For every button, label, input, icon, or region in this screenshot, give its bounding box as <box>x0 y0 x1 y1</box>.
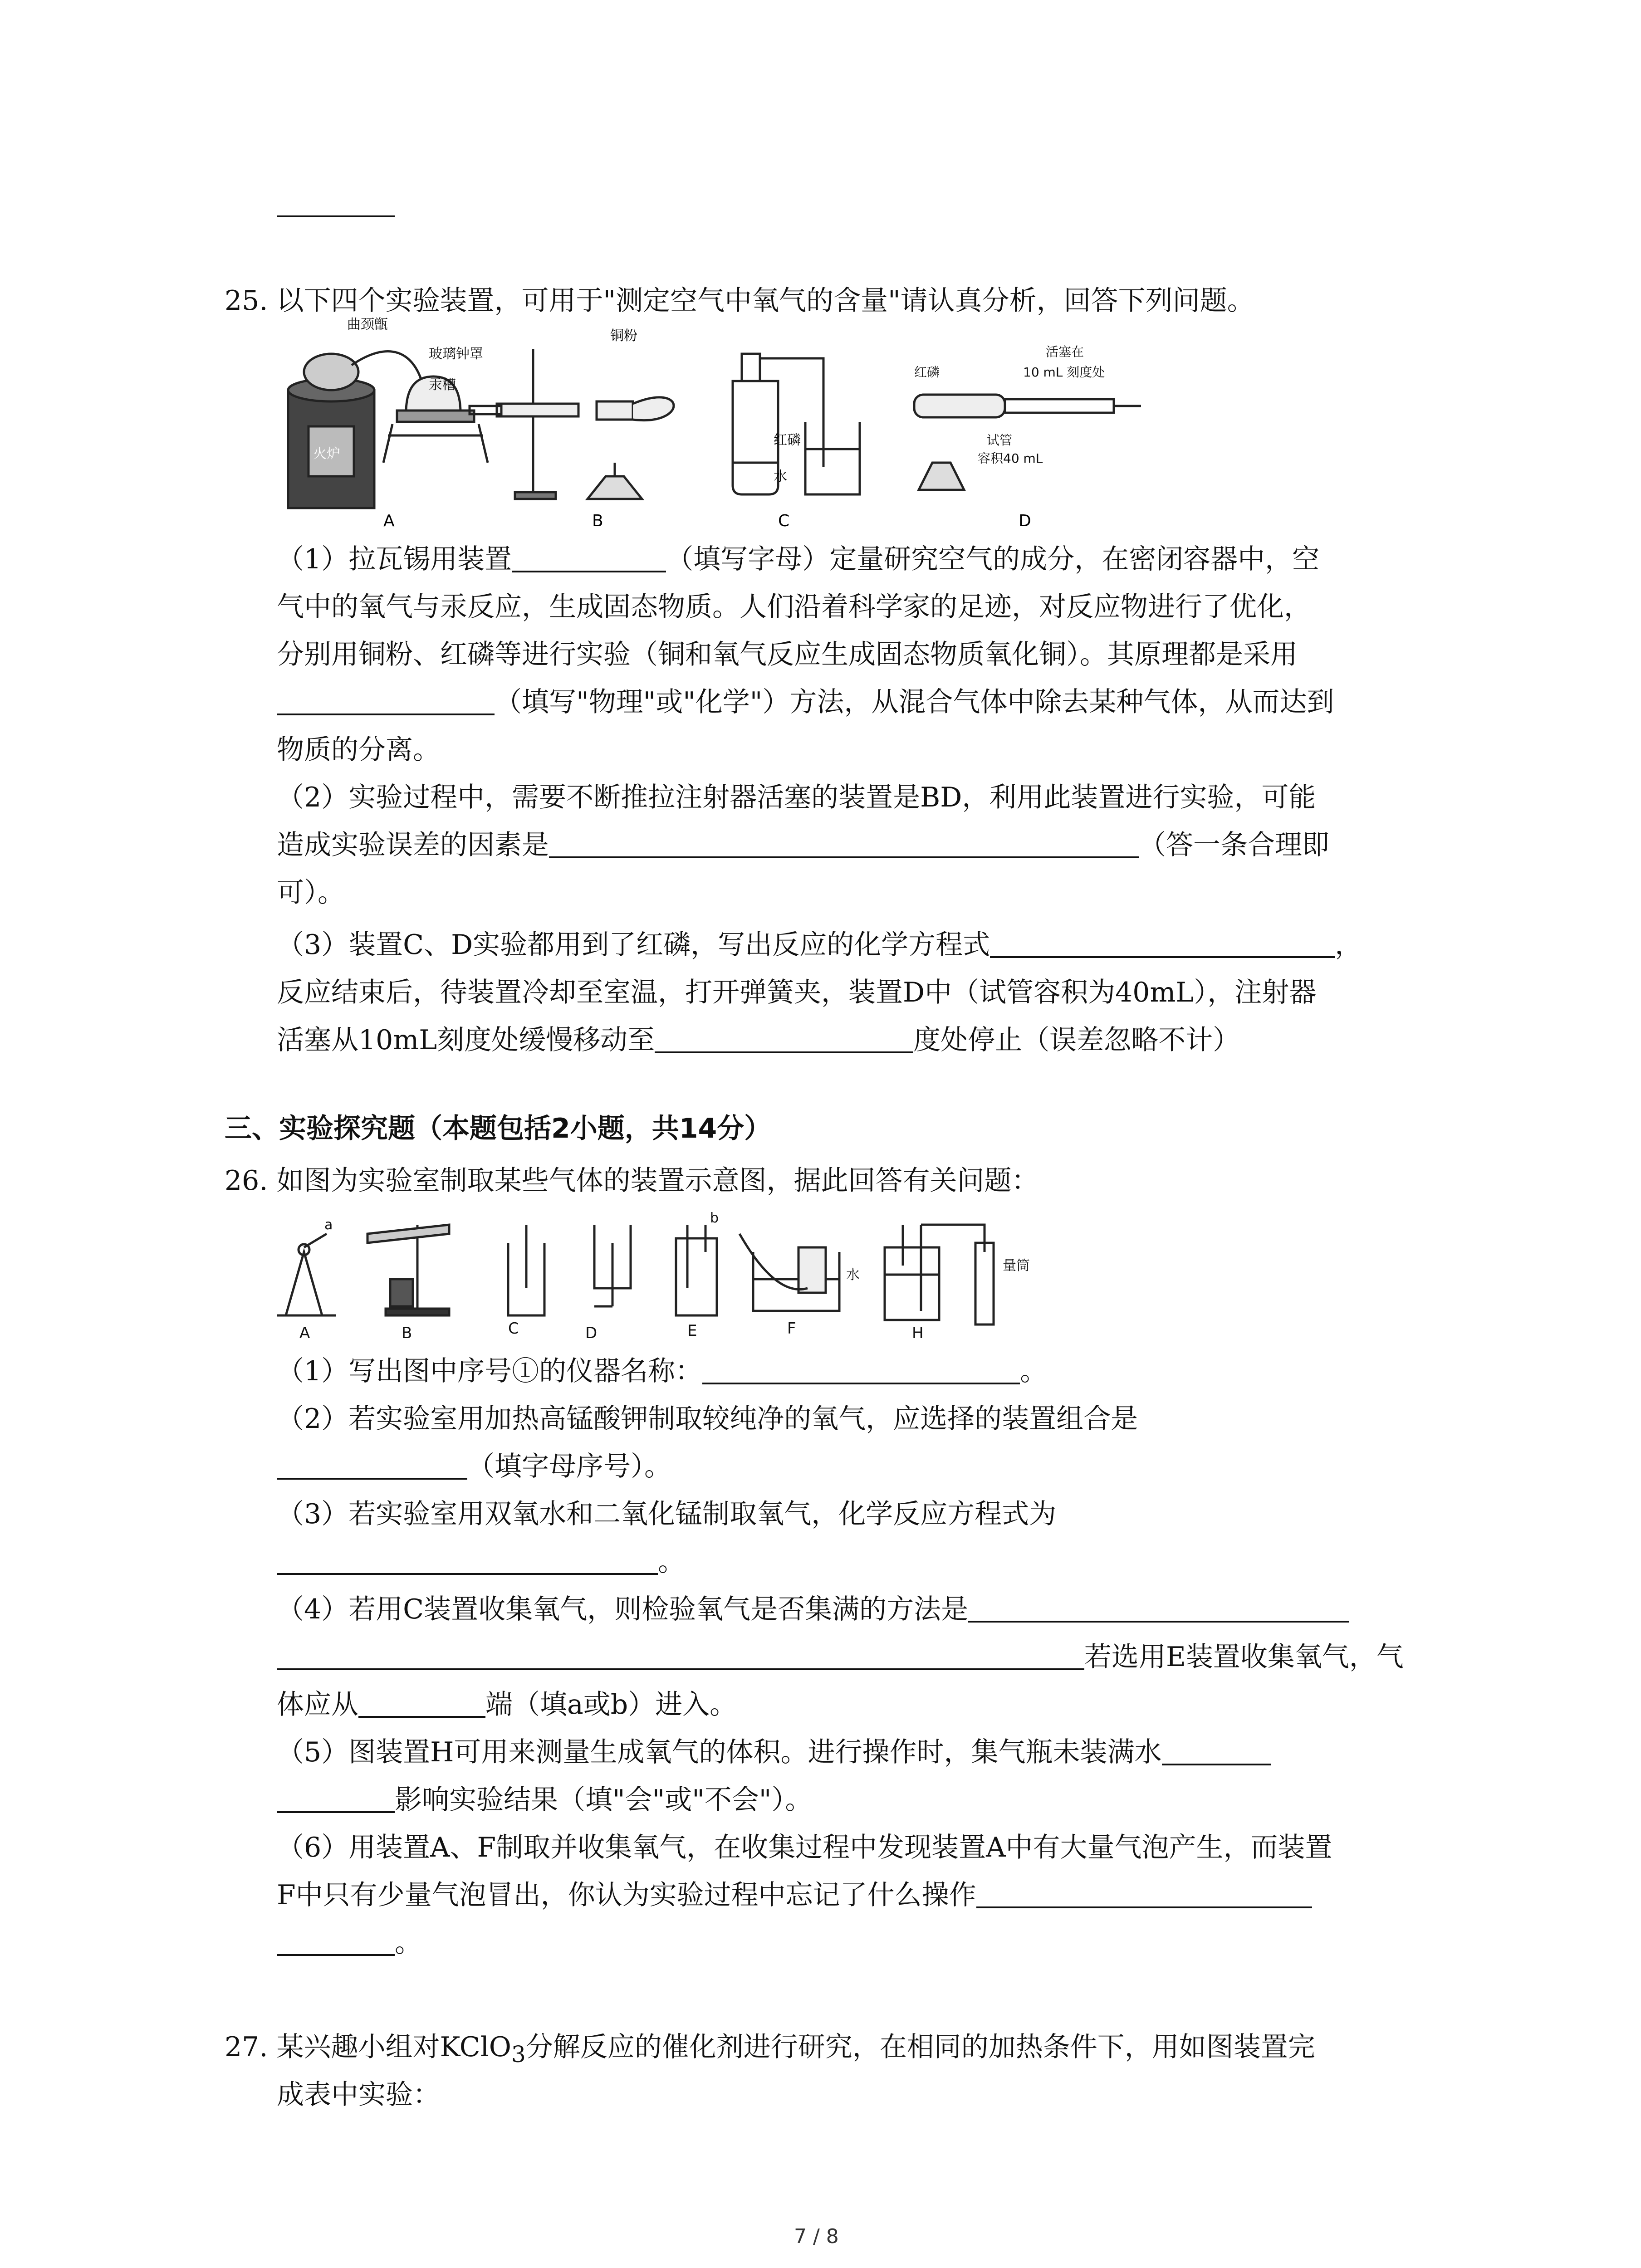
apparatus-c <box>733 354 860 494</box>
label-bell-jar: 玻璃钟罩 <box>429 346 483 362</box>
label-red-phosphorus-d: 红磷 <box>914 365 940 380</box>
label-piston-at: 活塞在 <box>1046 344 1084 359</box>
q26-p3-line2: 。 <box>277 1540 685 1579</box>
q26-p2-line2: （填字母序号）。 <box>277 1445 671 1484</box>
answer-blank[interactable] <box>655 1024 913 1053</box>
label-b-small: b <box>710 1210 719 1226</box>
apparatus-e <box>676 1225 717 1315</box>
q26-p6-line3: 。 <box>277 1921 422 1960</box>
answer-blank[interactable] <box>277 179 395 217</box>
q26-p2-line1: （2）若实验室用加热高锰酸钾制取较纯净的氧气，应选择的装置组合是 <box>277 1403 1138 1435</box>
label-red-phosphorus-c: 红磷 <box>774 432 801 448</box>
q25-p1-line2: 气中的氧气与汞反应，生成固态物质。人们沿着科学家的足迹，对反应物进行了优化， <box>277 591 1311 623</box>
apparatus-h <box>885 1225 994 1325</box>
answer-blank[interactable] <box>277 1641 1084 1670</box>
q26-stem: 26. 如图为实验室制取某些气体的装置示意图，据此回答有关问题： <box>225 1165 1039 1197</box>
q26-p4-line3: 体应从 端（填a或b）进入。 <box>277 1689 737 1721</box>
fig-label-e: E <box>687 1322 697 1340</box>
label-mercury-trough: 汞槽 <box>429 377 456 393</box>
q26-p1: （1）写出图中序号①的仪器名称： 。 <box>277 1355 1048 1387</box>
fig-label-c: C <box>778 512 790 530</box>
label-water-c: 水 <box>774 469 787 484</box>
label-retort: 曲颈甑 <box>347 317 388 332</box>
apparatus-f <box>740 1234 839 1311</box>
q25-p1-line4: （填写"物理"或"化学"）方法，从混合气体中除去某种气体，从而达到 <box>277 680 1334 719</box>
answer-blank[interactable] <box>702 1355 1020 1384</box>
q25-stem: 25. 以下四个实验装置，可用于"测定空气中氧气的含量"请认真分析，回答下列问题。 <box>225 285 1254 317</box>
q25-p1-line1: （1）拉瓦锡用装置 （填写字母）定量研究空气的成分，在密闭容器中，空 <box>277 543 1320 575</box>
q26-p5-line1: （5）图装置H可用来测量生成氧气的体积。进行操作时，集气瓶未装满水 <box>277 1730 1271 1769</box>
answer-blank[interactable] <box>976 1879 1312 1908</box>
q26-p6-line2: F中只有少量气泡冒出，你认为实验过程中忘记了什么操作 <box>277 1873 1312 1912</box>
fig-label-h: H <box>912 1324 924 1342</box>
apparatus-a <box>277 1234 336 1315</box>
answer-blank[interactable] <box>968 1593 1349 1623</box>
q26-p5-line2: 影响实验结果（填"会"或"不会"）。 <box>277 1778 812 1817</box>
q25-apparatus-figure <box>279 313 1155 531</box>
q27-line2: 成表中实验： <box>277 2079 440 2111</box>
label-test-tube: 试管 <box>987 433 1013 448</box>
answer-blank[interactable] <box>277 1546 658 1575</box>
q26-p4-line2: 若选用E装置收集氧气，气 <box>277 1635 1404 1674</box>
q25-p3-line1: （3）装置C、D实验都用到了红磷，写出反应的化学方程式 ， <box>277 929 1362 961</box>
fig-label-d: D <box>585 1324 598 1342</box>
label-volume-40ml: 容积40 mL <box>978 451 1043 466</box>
apparatus-d <box>914 395 1141 490</box>
fig-label-f: F <box>787 1320 796 1338</box>
q25-p1-line5: 物质的分离。 <box>277 734 440 766</box>
q26-p3-line1: （3）若实验室用双氧水和二氧化锰制取氧气，化学反应方程式为 <box>277 1498 1057 1530</box>
fig-label-a: A <box>383 512 395 530</box>
q25-p1-line3: 分别用铜粉、红磷等进行实验（铜和氧气反应生成固态物质氧化铜）。其原理都是采用 <box>277 639 1298 670</box>
fig-label-c: C <box>508 1320 519 1338</box>
label-graduated-cylinder: 量筒 <box>1003 1258 1030 1274</box>
label-furnace: 火炉 <box>313 446 340 462</box>
label-10ml-mark: 10 mL 刻度处 <box>1023 365 1105 380</box>
apparatus-a <box>288 351 488 508</box>
answer-blank[interactable] <box>990 929 1335 958</box>
q25-p3-line2: 反应结束后，待装置冷却至室温，打开弹簧夹，装置D中（试管容积为40mL），注射器 <box>277 977 1317 1008</box>
answer-blank[interactable] <box>1162 1736 1271 1765</box>
answer-blank[interactable] <box>277 1927 395 1956</box>
answer-blank[interactable] <box>277 686 495 715</box>
fig-label-b: B <box>402 1324 412 1342</box>
label-a-small: a <box>324 1217 333 1233</box>
section-3-heading: 三、实验探究题（本题包括2小题，共14分） <box>225 1113 772 1144</box>
q25-p2-line3: 可）。 <box>277 877 345 909</box>
answer-blank[interactable] <box>512 543 666 572</box>
answer-blank[interactable] <box>549 829 1139 858</box>
q27-line1: 27. 某兴趣小组对KClO$_3$分解反应的催化剂进行研究，在相同的加热条件下，用如图装置完 <box>225 2031 1315 2068</box>
q26-p4-line1: （4）若用C装置收集氧气，则检验氧气是否集满的方法是 <box>277 1588 1349 1627</box>
q25-p2-line2: 造成实验误差的因素是 （答一条合理即 <box>277 829 1329 861</box>
answer-blank[interactable] <box>277 1784 395 1813</box>
apparatus-c <box>508 1225 544 1315</box>
q26-p6-line1: （6）用装置A、F制取并收集氧气，在收集过程中发现装置A中有大量气泡产生，而装置 <box>277 1832 1332 1863</box>
q25-p2-line1: （2）实验过程中，需要不断推拉注射器活塞的装置是BD，利用此装置进行实验，可能 <box>277 782 1316 813</box>
apparatus-b <box>367 1225 449 1315</box>
fig-label-b: B <box>592 512 603 530</box>
apparatus-d <box>594 1225 631 1306</box>
fig-label-a: A <box>299 1324 310 1342</box>
fig-label-d: D <box>1019 512 1031 530</box>
q25-p3-line3: 活塞从10mL刻度处缓慢移动至 度处停止（误差忽略不计） <box>277 1024 1240 1056</box>
label-water: 水 <box>846 1267 860 1283</box>
apparatus-b <box>470 349 674 499</box>
q26-apparatus-figure <box>277 1198 1093 1343</box>
page-number: 7 / 8 <box>794 2225 839 2248</box>
label-copper-powder: 铜粉 <box>610 328 637 344</box>
answer-blank[interactable] <box>358 1689 485 1718</box>
answer-blank[interactable] <box>277 1451 467 1480</box>
